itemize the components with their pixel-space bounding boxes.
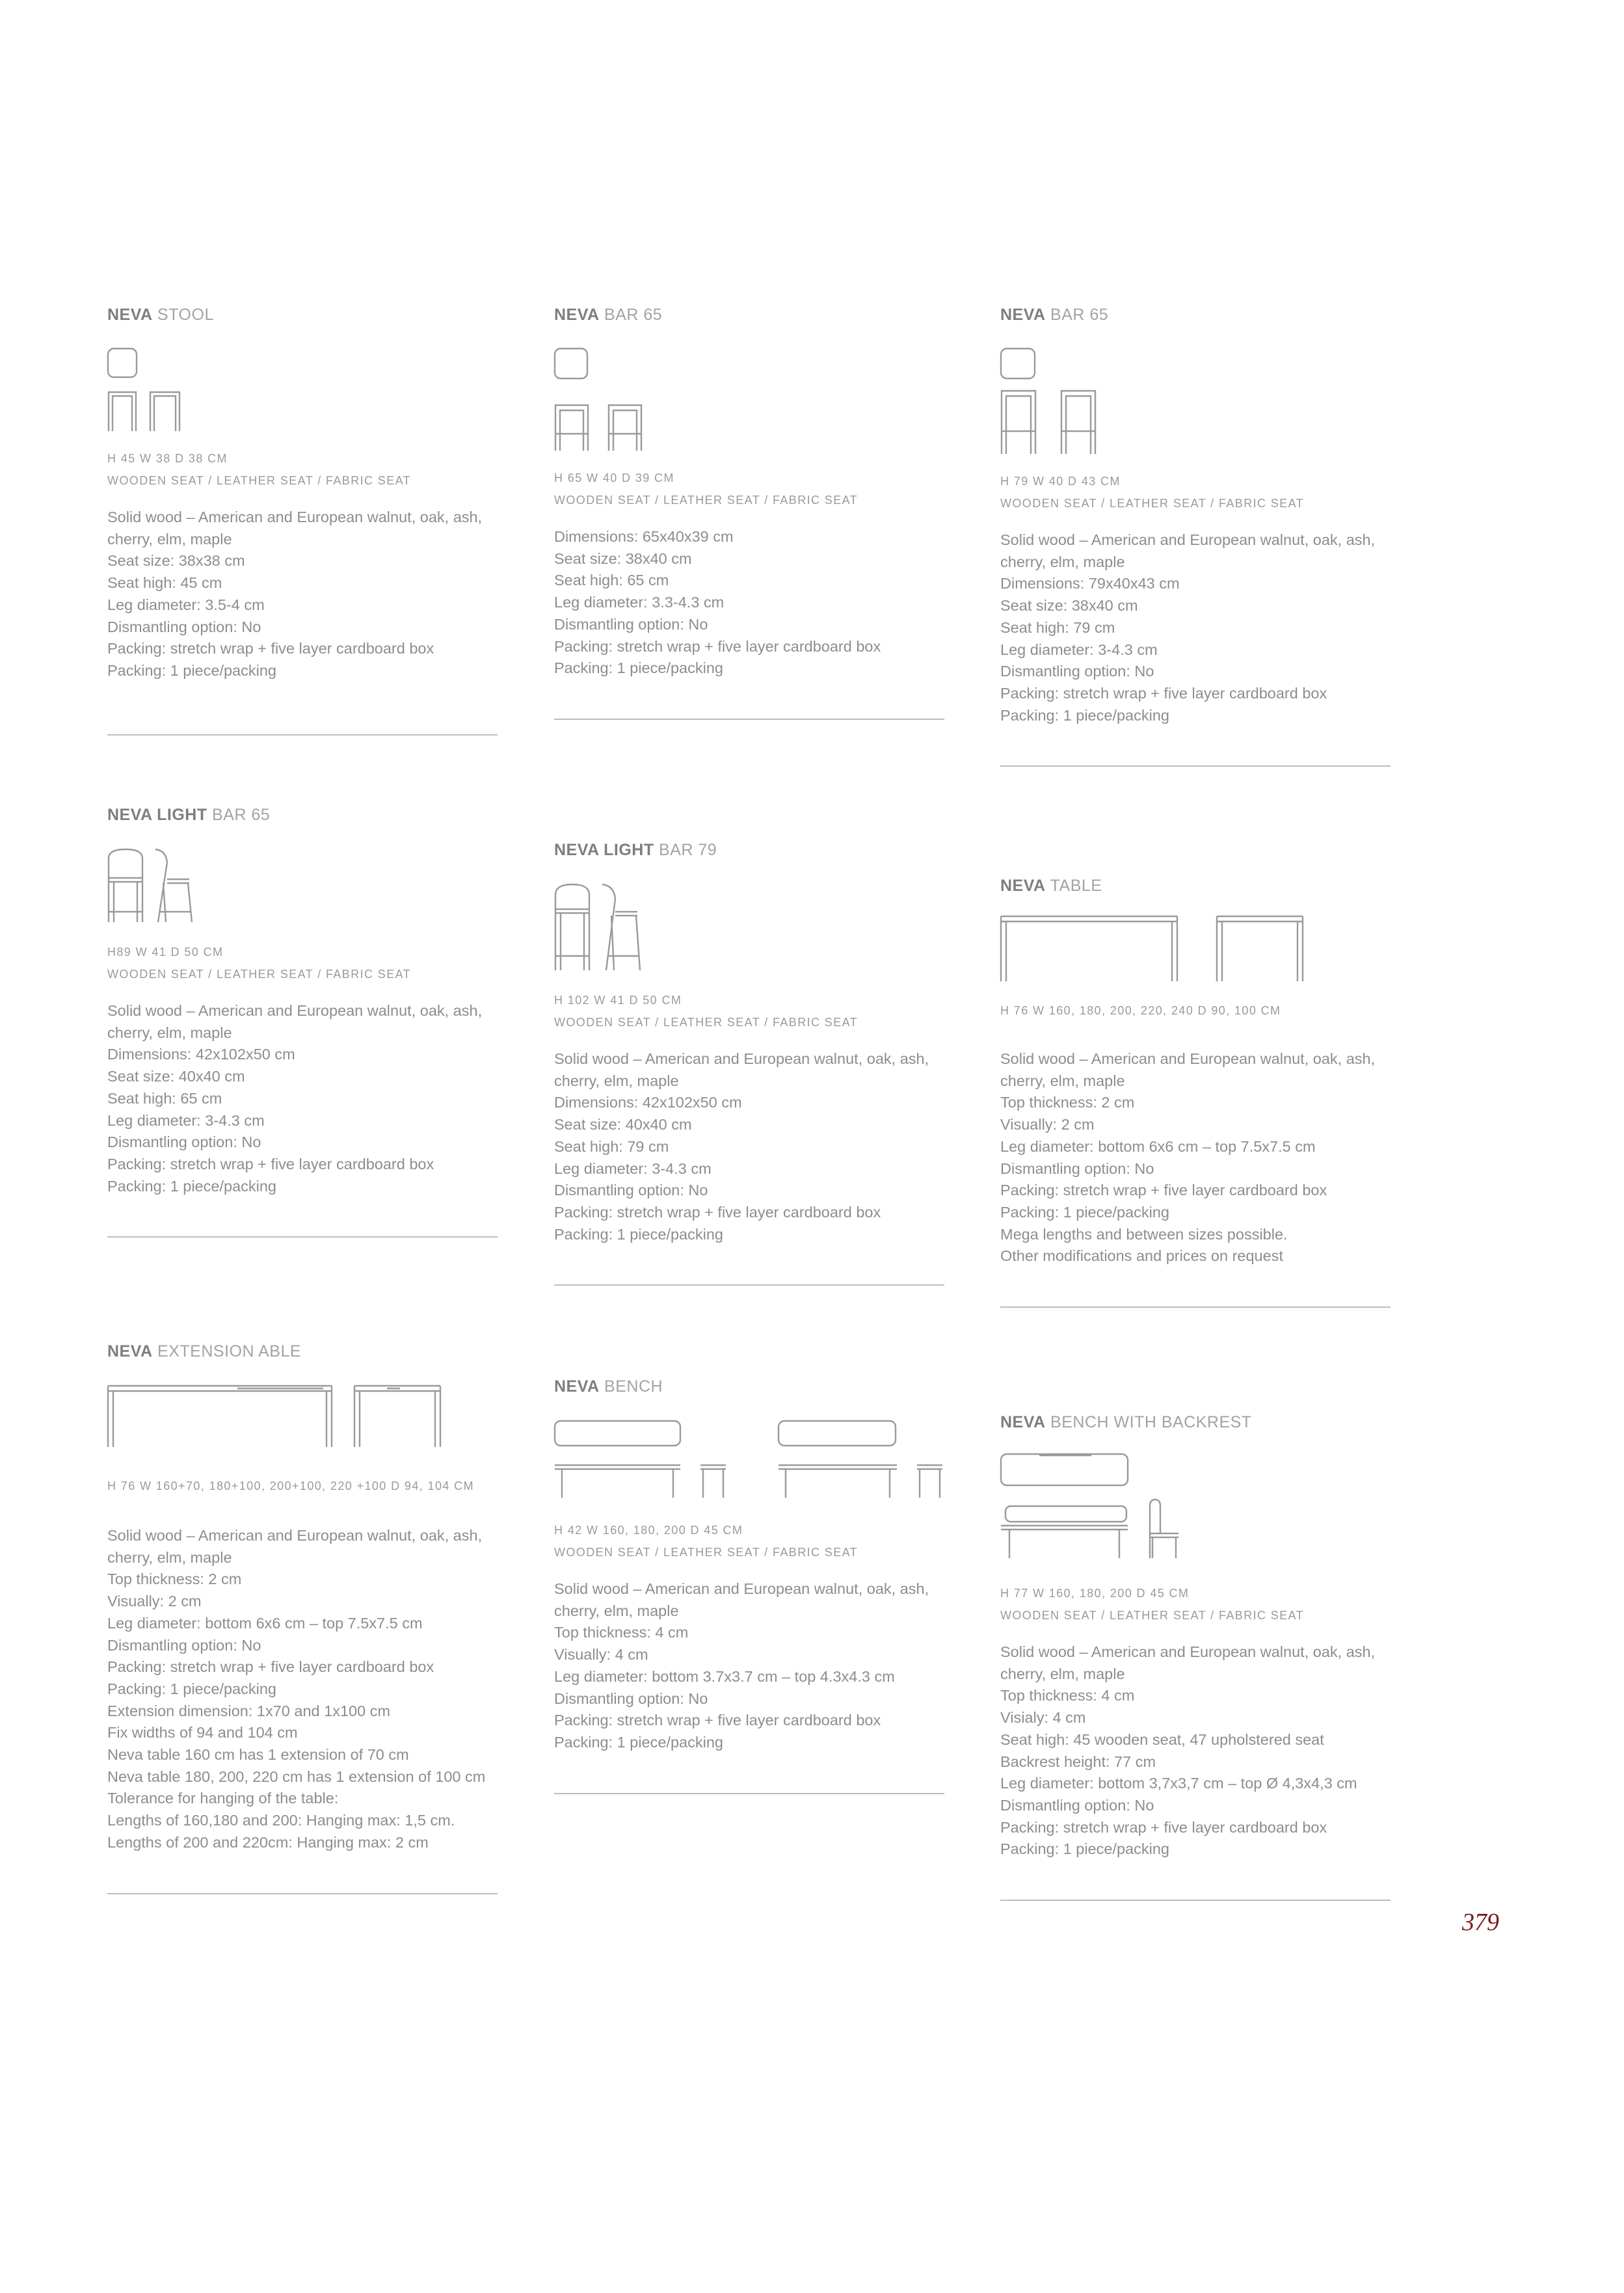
- section-divider: [554, 1284, 944, 1286]
- product-seat-options: WOODEN SEAT / LEATHER SEAT / FABRIC SEAT: [1000, 497, 1305, 510]
- product-dimensions: H 76 W 160, 180, 200, 220, 240 D 90, 100 CM: [1000, 1004, 1281, 1017]
- table-line-drawing: [1000, 915, 1306, 983]
- product-neva-table: [1000, 876, 1391, 1308]
- product-dimensions: H 42 W 160, 180, 200 D 45 CM: [554, 1524, 743, 1537]
- bench-line-drawing: [554, 1420, 944, 1504]
- product-neva-light-bar-79: [554, 840, 944, 1286]
- product-neva-light-bar-65: [107, 805, 498, 1238]
- product-title: NEVA BAR 65: [554, 306, 663, 324]
- product-description: Solid wood – American and European walnut, oak, ash, cherry, elm, maple Seat size: 38x38 cm Seat high: 45 cm Leg diameter: 3.5-4 cm Dismantling option: No Packing: stretch wrap + five layer cardboard box Packing: 1 piece/packing: [107, 509, 483, 679]
- light-bar-stool-79-line-drawing: [554, 883, 652, 974]
- light-bar-stool-line-drawing: [107, 848, 205, 926]
- product-title: NEVA EXTENSION ABLE: [107, 1342, 302, 1360]
- section-divider: [1000, 1900, 1391, 1901]
- product-neva-bench: [554, 1377, 944, 1794]
- product-description: Dimensions: 65x40x39 cm Seat size: 38x40 cm Seat high: 65 cm Leg diameter: 3.3-4.3 cm Dismantling option: No Packing: stretch wrap + five layer cardboard box Packing: 1 piece/packing: [554, 528, 881, 677]
- bar-stool-line-drawing: [554, 348, 652, 452]
- product-neva-extension-able: [107, 1342, 498, 1894]
- product-description: Solid wood – American and European walnut, oak, ash, cherry, elm, maple Dimensions: 42x102x50 cm Seat size: 40x40 cm Seat high: 65 cm Leg diameter: 3-4.3 cm Dismantling option: No Packing: stretch wrap + five layer cardboard box Packing: 1 piece/packing: [107, 1002, 483, 1195]
- section-divider: [1000, 1306, 1391, 1308]
- product-description: Solid wood – American and European walnut, oak, ash, cherry, elm, maple Top thickness: 2 cm Visually: 2 cm Leg diameter: bottom 6x6 cm – top 7.5x7.5 cm Dismantling option: No Packing: stretch wrap + five layer cardboard box Packing: 1 piece/packing Extension dimension: 1x70 and 1x100 cm Fix widths of 94 and 104 cm Neva table 160 cm has 1 extension of 70 cm Neva table 180, 200, 220 cm has 1 extension of 100 cm Tolerance for hanging of the table: Lengths of 160,180 and 200: Hanging max: 1,5 cm. Lengths of 200 and 220cm: Hanging max: 2 cm: [107, 1527, 486, 1851]
- product-title: NEVA LIGHT BAR 65: [107, 806, 271, 824]
- product-title: NEVA BAR 65: [1000, 306, 1109, 324]
- product-dimensions: H 65 W 40 D 39 CM: [554, 471, 674, 484]
- product-neva-bench-with-backrest: [1000, 1412, 1391, 1901]
- bench-backrest-line-drawing: [1000, 1453, 1195, 1563]
- bar-stool-high-line-drawing: [1000, 348, 1104, 455]
- product-title: NEVA LIGHT BAR 79: [554, 841, 717, 859]
- product-neva-stool: [107, 305, 498, 736]
- section-divider: [554, 1793, 944, 1794]
- section-divider: [107, 734, 498, 736]
- product-dimensions: H 45 W 38 D 38 CM: [107, 452, 228, 465]
- stool-line-drawing: [107, 348, 198, 432]
- product-title: NEVA TABLE: [1000, 877, 1102, 895]
- extension-table-line-drawing: [107, 1385, 459, 1450]
- product-seat-options: WOODEN SEAT / LEATHER SEAT / FABRIC SEAT: [1000, 1609, 1305, 1622]
- section-divider: [1000, 765, 1391, 767]
- product-neva-bar-65: [554, 305, 944, 720]
- product-description: Solid wood – American and European walnut, oak, ash, cherry, elm, maple Top thickness: 4 cm Visialy: 4 cm Seat high: 45 wooden seat, 47 upholstered seat Backrest height: 77 cm Leg diameter: bottom 3,7x3,7 cm – top Ø 4,3x4,3 cm Dismantling option: No Packing: stretch wrap + five layer cardboard box Packing: 1 piece/packing: [1000, 1643, 1376, 1858]
- product-dimensions: H 79 W 40 D 43 CM: [1000, 475, 1121, 488]
- product-seat-options: WOODEN SEAT / LEATHER SEAT / FABRIC SEAT: [554, 1546, 859, 1559]
- product-seat-options: WOODEN SEAT / LEATHER SEAT / FABRIC SEAT: [554, 494, 859, 507]
- product-description: Solid wood – American and European walnut, oak, ash, cherry, elm, maple Dimensions: 79x40x43 cm Seat size: 38x40 cm Seat high: 79 cm Leg diameter: 3-4.3 cm Dismantling option: No Packing: stretch wrap + five layer cardboard box Packing: 1 piece/packing: [1000, 531, 1376, 724]
- section-divider: [107, 1236, 498, 1238]
- product-dimensions: H 77 W 160, 180, 200 D 45 CM: [1000, 1587, 1190, 1600]
- product-dimensions: H 102 W 41 D 50 CM: [554, 994, 682, 1007]
- product-neva-bar-65-high: [1000, 305, 1391, 767]
- product-title: NEVA BENCH WITH BACKREST: [1000, 1413, 1252, 1431]
- product-seat-options: WOODEN SEAT / LEATHER SEAT / FABRIC SEAT: [107, 968, 412, 981]
- section-divider: [554, 719, 944, 720]
- product-dimensions: H 76 W 160+70, 180+100, 200+100, 220 +100 D 94, 104 CM: [107, 1479, 474, 1492]
- product-description: Solid wood – American and European walnut, oak, ash, cherry, elm, maple Top thickness: 4 cm Visually: 4 cm Leg diameter: bottom 3.7x3.7 cm – top 4.3x4.3 cm Dismantling option: No Packing: stretch wrap + five layer cardboard box Packing: 1 piece/packing: [554, 1580, 929, 1751]
- product-seat-options: WOODEN SEAT / LEATHER SEAT / FABRIC SEAT: [107, 474, 412, 487]
- page-number: 379: [1462, 1909, 1499, 1936]
- product-title: NEVA STOOL: [107, 306, 214, 324]
- product-description: Solid wood – American and European walnut, oak, ash, cherry, elm, maple Top thickness: 2 cm Visually: 2 cm Leg diameter: bottom 6x6 cm – top 7.5x7.5 cm Dismantling option: No Packing: stretch wrap + five layer cardboard box Packing: 1 piece/packing Mega lengths and between sizes possible. Other modifications and prices on request: [1000, 1050, 1376, 1265]
- product-description: Solid wood – American and European walnut, oak, ash, cherry, elm, maple Dimensions: 42x102x50 cm Seat size: 40x40 cm Seat high: 79 cm Leg diameter: 3-4.3 cm Dismantling option: No Packing: stretch wrap + five layer cardboard box Packing: 1 piece/packing: [554, 1050, 929, 1243]
- section-divider: [107, 1893, 498, 1894]
- product-dimensions: H89 W 41 D 50 CM: [107, 946, 224, 959]
- product-seat-options: WOODEN SEAT / LEATHER SEAT / FABRIC SEAT: [554, 1016, 859, 1029]
- product-title: NEVA BENCH: [554, 1377, 663, 1396]
